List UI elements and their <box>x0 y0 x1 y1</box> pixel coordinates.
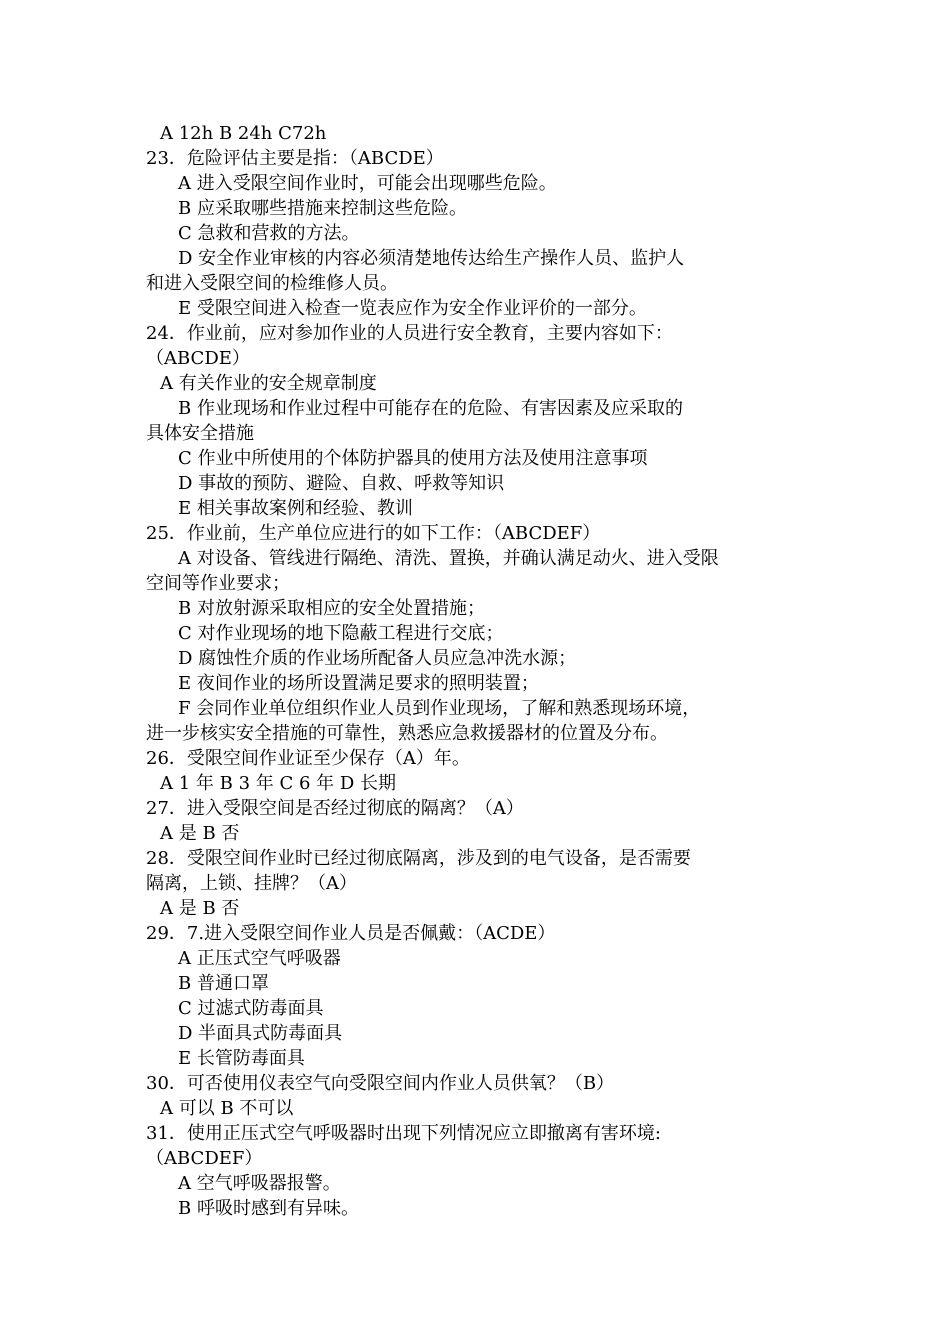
text-line: 和进入受限空间的检维修人员。 <box>146 273 398 294</box>
text-line: F 会同作业单位组织作业人员到作业现场，了解和熟悉现场环境， <box>178 698 701 719</box>
text-line: 25．作业前，生产单位应进行的如下工作：（ABCDEF） <box>146 523 601 544</box>
text-line: 27．进入受限空间是否经过彻底的隔离？（A） <box>146 798 524 819</box>
text-line: A 是 B 否 <box>160 898 240 919</box>
text-line: E 受限空间进入检查一览表应作为安全作业评价的一部分。 <box>178 298 647 319</box>
text-line: 26．受限空间作业证至少保存（A）年。 <box>146 748 470 769</box>
text-line: 隔离，上锁、挂牌？（A） <box>146 873 357 894</box>
text-line: 30．可否使用仪表空气向受限空间内作业人员供氧？（B） <box>146 1073 615 1094</box>
text-line: 29．7.进入受限空间作业人员是否佩戴：（ACDE） <box>146 923 556 944</box>
text-line: B 作业现场和作业过程中可能存在的危险、有害因素及应采取的 <box>178 398 683 419</box>
text-line: 23．危险评估主要是指：（ABCDE） <box>146 148 444 169</box>
text-line: B 呼吸时感到有异味。 <box>178 1198 359 1219</box>
text-line: A 进入受限空间作业时，可能会出现哪些危险。 <box>178 173 557 194</box>
text-line: A 对设备、管线进行隔绝、清洗、置换，并确认满足动火、进入受限 <box>178 548 719 569</box>
text-line: A 1 年 B 3 年 C 6 年 D 长期 <box>160 773 397 794</box>
text-line: D 腐蚀性介质的作业场所配备人员应急冲洗水源； <box>178 648 577 669</box>
text-line: 进一步核实安全措施的可靠性，熟悉应急救援器材的位置及分布。 <box>146 723 668 744</box>
text-line: A 空气呼吸器报警。 <box>178 1173 341 1194</box>
text-line: E 夜间作业的场所设置满足要求的照明装置； <box>178 673 539 694</box>
text-line: A 是 B 否 <box>160 823 240 844</box>
text-line: A 有关作业的安全规章制度 <box>160 373 377 394</box>
text-line: C 作业中所使用的个体防护器具的使用方法及使用注意事项 <box>178 448 648 469</box>
text-line: A 正压式空气呼吸器 <box>178 948 341 969</box>
text-line: E 长管防毒面具 <box>178 1048 305 1069</box>
text-line: B 普通口罩 <box>178 973 269 994</box>
text-line: A 12h B 24h C72h <box>160 123 327 144</box>
text-line: D 安全作业审核的内容必须清楚地传达给生产操作人员、监护人 <box>178 248 685 269</box>
text-line: D 事故的预防、避险、自救、呼救等知识 <box>178 473 505 494</box>
text-line: E 相关事故案例和经验、教训 <box>178 498 413 519</box>
text-line: C 过滤式防毒面具 <box>178 998 324 1019</box>
text-line: 具体安全措施 <box>146 423 254 444</box>
text-line: B 应采取哪些措施来控制这些危险。 <box>178 198 467 219</box>
text-line: （ABCDE） <box>146 348 250 369</box>
text-line: D 半面具式防毒面具 <box>178 1023 343 1044</box>
text-line: C 对作业现场的地下隐蔽工程进行交底； <box>178 623 504 644</box>
text-line: C 急救和营救的方法。 <box>178 223 360 244</box>
document-page <box>146 121 810 1221</box>
text-line: （ABCDEF） <box>146 1148 263 1169</box>
text-line: 31．使用正压式空气呼吸器时出现下列情况应立即撤离有害环境: <box>146 1123 661 1144</box>
text-line: 28．受限空间作业时已经过彻底隔离，涉及到的电气设备，是否需要 <box>146 848 691 869</box>
text-line: 空间等作业要求； <box>146 573 290 594</box>
text-line: A 可以 B 不可以 <box>160 1098 294 1119</box>
text-line: B 对放射源采取相应的安全处置措施； <box>178 598 485 619</box>
text-line: 24．作业前，应对参加作业的人员进行安全教育，主要内容如下： <box>146 323 673 344</box>
